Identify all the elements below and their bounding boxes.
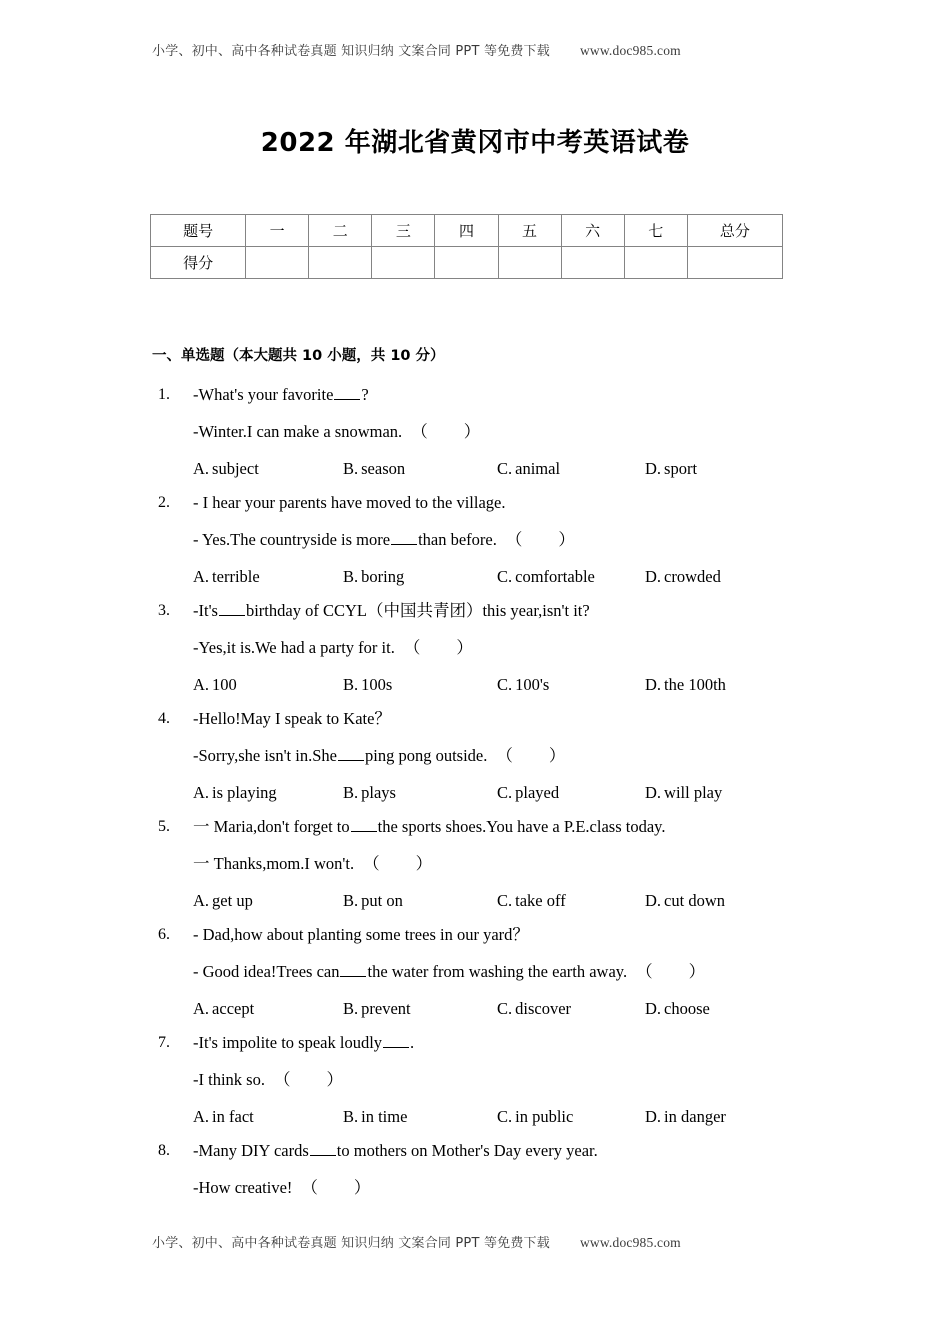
- question-text-segment: ?: [361, 385, 369, 404]
- option-letter: B.: [343, 1107, 359, 1126]
- question-item: [0, 708, 950, 816]
- question-text-segment: the sports shoes.You have a P.E.class today.: [377, 817, 666, 836]
- question-option[interactable]: [645, 782, 722, 804]
- option-letter: D.: [645, 675, 662, 694]
- question-option[interactable]: [497, 458, 560, 480]
- option-text: cut down: [664, 891, 725, 910]
- option-text: will play: [664, 783, 723, 802]
- option-letter: C.: [497, 783, 513, 802]
- score-table-row: [151, 247, 783, 279]
- question-text-line: [193, 1032, 414, 1054]
- score-table-column-header: 三: [372, 215, 435, 247]
- option-text: is playing: [212, 783, 277, 802]
- question-option[interactable]: [645, 566, 721, 588]
- question-text-segment: 一 Thanks,mom.I won't.: [193, 854, 355, 873]
- question-text-segment: -Winter.I can make a snowman.: [193, 422, 403, 441]
- question-option[interactable]: [343, 566, 404, 588]
- option-letter: A.: [193, 783, 210, 802]
- question-text-segment: ping pong outside.: [364, 746, 488, 765]
- score-table-score-cell[interactable]: [498, 247, 561, 279]
- answer-blank[interactable]: [219, 615, 245, 616]
- question-text-line: [193, 745, 566, 767]
- question-option[interactable]: [343, 674, 392, 696]
- question-options: [0, 890, 950, 912]
- question-text-line: [193, 421, 481, 443]
- option-letter: D.: [645, 567, 662, 586]
- question-text-segment: -Many DIY cards: [193, 1141, 309, 1160]
- question-item: [0, 600, 950, 708]
- option-letter: D.: [645, 891, 662, 910]
- option-text: crowded: [664, 567, 721, 586]
- answer-blank[interactable]: [310, 1155, 336, 1156]
- question-option[interactable]: [645, 674, 726, 696]
- question-option[interactable]: [343, 998, 411, 1020]
- option-letter: D.: [645, 459, 662, 478]
- question-text-line: [193, 1069, 344, 1091]
- question-option[interactable]: [497, 566, 595, 588]
- question-option[interactable]: [343, 890, 403, 912]
- option-text: in fact: [212, 1107, 254, 1126]
- question-text-segment: - Dad,how about planting some trees in our yard？: [193, 925, 529, 944]
- answer-blank[interactable]: [338, 760, 364, 761]
- score-table-score-cell[interactable]: [309, 247, 372, 279]
- option-letter: B.: [343, 783, 359, 802]
- option-letter: D.: [645, 999, 662, 1018]
- score-table-column-header: 二: [309, 215, 372, 247]
- option-text: discover: [515, 999, 572, 1018]
- answer-bracket[interactable]: （ ）: [273, 1070, 344, 1089]
- question-text-line: [193, 1140, 598, 1162]
- option-letter: C.: [497, 675, 513, 694]
- option-letter: A.: [193, 567, 210, 586]
- question-number: 4.: [158, 710, 170, 727]
- option-text: comfortable: [515, 567, 595, 586]
- option-text: season: [361, 459, 406, 478]
- option-letter: D.: [645, 1107, 662, 1126]
- page-title: 2022 年湖北省黄冈市中考英语试卷: [260, 128, 690, 158]
- question-item: [0, 816, 950, 924]
- answer-bracket[interactable]: （ ）: [496, 746, 567, 765]
- question-text-segment: than before.: [418, 530, 497, 549]
- question-text-segment: -It's impolite to speak loudly: [193, 1033, 383, 1052]
- score-table-row: [151, 215, 783, 247]
- option-text: 100s: [361, 675, 393, 694]
- question-options: [0, 1106, 950, 1128]
- option-letter: C.: [497, 459, 513, 478]
- option-letter: A.: [193, 1107, 210, 1126]
- question-item: [0, 1140, 950, 1210]
- score-table-row-label: 题号: [151, 215, 246, 247]
- question-text-segment: - Good idea!Trees can: [193, 962, 340, 981]
- question-number: 6.: [158, 926, 170, 943]
- option-text: put on: [361, 891, 403, 910]
- question-item: [0, 384, 950, 492]
- option-letter: B.: [343, 891, 359, 910]
- option-text: prevent: [361, 999, 411, 1018]
- option-letter: B.: [343, 567, 359, 586]
- question-option[interactable]: [645, 998, 710, 1020]
- option-text: sport: [664, 459, 698, 478]
- score-table-column-header: 六: [561, 215, 624, 247]
- answer-bracket[interactable]: （ ）: [505, 530, 576, 549]
- question-number: 7.: [158, 1034, 170, 1051]
- running-footer-url: www.doc985.com: [579, 1235, 681, 1250]
- score-table-column-header: 五: [498, 215, 561, 247]
- score-table-score-cell[interactable]: [624, 247, 687, 279]
- answer-bracket[interactable]: （ ）: [636, 962, 707, 981]
- question-option[interactable]: [193, 458, 259, 480]
- question-text-line: [193, 816, 665, 838]
- question-options: [0, 458, 950, 480]
- question-number: 3.: [158, 602, 170, 619]
- answer-bracket[interactable]: （ ）: [301, 1178, 372, 1197]
- question-number: 2.: [158, 494, 170, 511]
- option-text: 100's: [515, 675, 550, 694]
- option-letter: C.: [497, 567, 513, 586]
- question-text-line: [193, 600, 590, 622]
- score-table-score-cell[interactable]: [246, 247, 309, 279]
- question-text-line: [193, 961, 706, 983]
- question-option[interactable]: [343, 782, 396, 804]
- question-option[interactable]: [645, 1106, 726, 1128]
- score-table-score-cell[interactable]: [435, 247, 498, 279]
- option-letter: A.: [193, 459, 210, 478]
- question-text-segment: - I hear your parents have moved to the village.: [193, 493, 506, 512]
- option-letter: C.: [497, 891, 513, 910]
- answer-bracket[interactable]: （ ）: [363, 854, 434, 873]
- score-table-column-header: 一: [246, 215, 309, 247]
- answer-blank[interactable]: [334, 399, 360, 400]
- question-item: [0, 1032, 950, 1140]
- answer-blank[interactable]: [351, 831, 377, 832]
- question-option[interactable]: [497, 674, 549, 696]
- option-letter: A.: [193, 999, 210, 1018]
- score-table-score-cell[interactable]: [561, 247, 624, 279]
- question-option[interactable]: [193, 1106, 254, 1128]
- question-text-segment: -Yes,it is.We had a party for it.: [193, 638, 395, 657]
- question-text-line: [193, 384, 369, 406]
- option-text: 100: [212, 675, 237, 694]
- option-letter: B.: [343, 999, 359, 1018]
- option-text: choose: [664, 999, 710, 1018]
- question-option[interactable]: [193, 674, 237, 696]
- option-text: in time: [361, 1107, 408, 1126]
- section-heading: 一、单选题（本大题共 10 小题，共 10 分）: [152, 348, 445, 364]
- question-text-line: [193, 924, 529, 946]
- question-options: [0, 998, 950, 1020]
- question-option[interactable]: [497, 890, 566, 912]
- question-item: [0, 924, 950, 1032]
- option-text: played: [515, 783, 560, 802]
- question-option[interactable]: [645, 890, 725, 912]
- question-options: [0, 782, 950, 804]
- running-header: [0, 40, 950, 59]
- question-option[interactable]: [343, 458, 405, 480]
- answer-blank[interactable]: [340, 976, 366, 977]
- running-footer-text: 小学、初中、高中各种试卷真题 知识归纳 文案合同 PPT 等免费下载: [152, 1236, 550, 1251]
- question-text-line: [193, 853, 433, 875]
- answer-blank[interactable]: [391, 544, 417, 545]
- question-text-line: [193, 529, 576, 551]
- option-text: boring: [361, 567, 405, 586]
- question-options: [0, 566, 950, 588]
- option-letter: D.: [645, 783, 662, 802]
- option-text: in public: [515, 1107, 574, 1126]
- option-text: plays: [361, 783, 396, 802]
- question-option[interactable]: [193, 890, 253, 912]
- question-text-line: [193, 492, 505, 514]
- question-option[interactable]: [497, 998, 571, 1020]
- question-text-segment: - Yes.The countryside is more: [193, 530, 391, 549]
- question-option[interactable]: [497, 1106, 573, 1128]
- question-text-line: [193, 637, 474, 659]
- score-table-column-header: 总分: [687, 215, 782, 247]
- score-table-score-cell[interactable]: [372, 247, 435, 279]
- option-letter: C.: [497, 1107, 513, 1126]
- answer-bracket[interactable]: （ ）: [403, 638, 474, 657]
- score-table-column-header: 四: [435, 215, 498, 247]
- question-option[interactable]: [193, 566, 260, 588]
- question-text-segment: to mothers on Mother's Day every year.: [336, 1141, 598, 1160]
- option-text: terrible: [212, 567, 260, 586]
- question-text-segment: -Hello!May I speak to Kate？: [193, 709, 391, 728]
- score-table-score-cell[interactable]: [687, 247, 782, 279]
- answer-bracket[interactable]: （ ）: [411, 422, 482, 441]
- question-option[interactable]: [193, 998, 254, 1020]
- question-text-segment: birthday of CCYL（中国共青团）this year,isn't it?: [245, 601, 590, 620]
- question-option[interactable]: [343, 1106, 407, 1128]
- option-text: in danger: [664, 1107, 726, 1126]
- question-text-segment: -I think so.: [193, 1070, 265, 1089]
- question-list: [0, 384, 950, 1210]
- option-text: subject: [212, 459, 259, 478]
- option-text: the 100th: [664, 675, 726, 694]
- answer-blank[interactable]: [383, 1047, 409, 1048]
- question-number: 1.: [158, 386, 170, 403]
- question-text-line: [193, 708, 391, 730]
- question-options: [0, 674, 950, 696]
- score-table-column-header: 七: [624, 215, 687, 247]
- question-option[interactable]: [193, 782, 277, 804]
- question-option[interactable]: [497, 782, 559, 804]
- option-text: accept: [212, 999, 255, 1018]
- question-option[interactable]: [645, 458, 697, 480]
- question-text-segment: -What's your favorite: [193, 385, 334, 404]
- question-text-line: [193, 1177, 371, 1199]
- question-text-segment: 一 Maria,don't forget to: [193, 817, 350, 836]
- question-text-segment: -It's: [193, 601, 218, 620]
- question-item: [0, 492, 950, 600]
- option-letter: B.: [343, 675, 359, 694]
- score-table: [150, 214, 783, 279]
- running-footer: [0, 1232, 950, 1251]
- score-table-row-label: 得分: [151, 247, 246, 279]
- running-header-url: www.doc985.com: [579, 43, 681, 58]
- option-letter: A.: [193, 675, 210, 694]
- option-text: animal: [515, 459, 561, 478]
- option-letter: B.: [343, 459, 359, 478]
- running-header-text: 小学、初中、高中各种试卷真题 知识归纳 文案合同 PPT 等免费下载: [152, 44, 550, 59]
- option-text: get up: [212, 891, 253, 910]
- question-text-segment: the water from washing the earth away.: [367, 962, 628, 981]
- question-text-segment: -How creative!: [193, 1178, 293, 1197]
- question-text-segment: .: [410, 1033, 415, 1052]
- option-text: take off: [515, 891, 566, 910]
- option-letter: C.: [497, 999, 513, 1018]
- option-letter: A.: [193, 891, 210, 910]
- question-text-segment: -Sorry,she isn't in.She: [193, 746, 337, 765]
- question-number: 5.: [158, 818, 170, 835]
- question-number: 8.: [158, 1142, 170, 1159]
